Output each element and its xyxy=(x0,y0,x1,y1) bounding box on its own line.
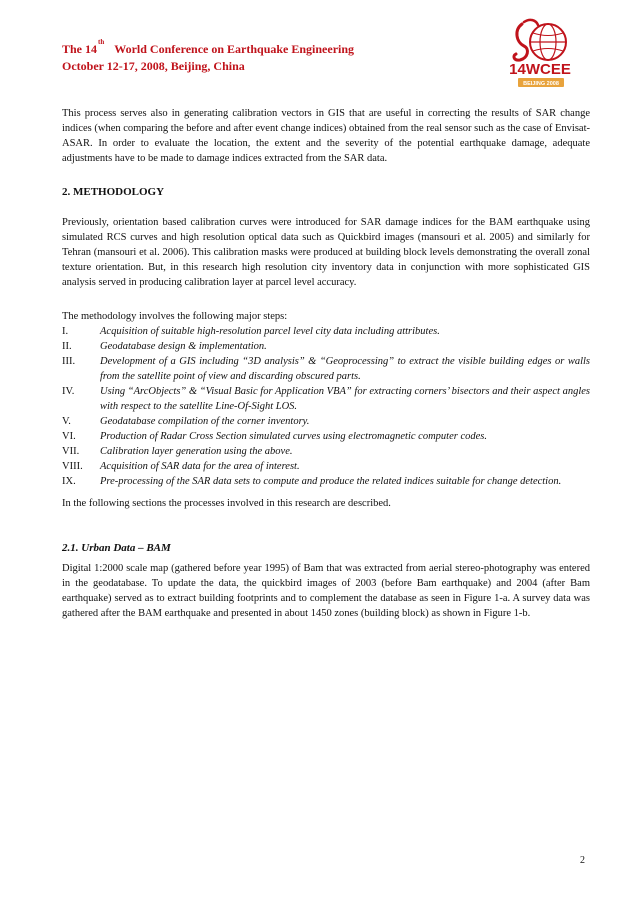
paragraph-steps-intro: The methodology involves the following major steps: xyxy=(62,311,288,322)
paragraph-previous-work: Previously, orientation based calibration curves were introduced for SAR damage indices for the BAM earthquake using simulated RCS curves and high resolution optical data such as Quickbird images (mansouri et al. 2005) and similarly for Tehran (mansouri et al. 2006). This calibration masks were produced at building block levels demonstrating the overall zonal texture orientation. But, in this research high resolution city inventory data in conjunction with more sophisticated GIS analysis served in producing calibration layer at parcel level accuracy. xyxy=(62,217,590,288)
paragraph-sections-intro: In the following sections the processes involved in this research are described. xyxy=(62,498,391,509)
list-item: VIII. Acquisition of SAR data for the area of interest. xyxy=(62,461,300,472)
logo-subtext: BEIJING 2008 xyxy=(523,81,559,87)
conference-title: The 14th World Conference on Earthquake Engineering xyxy=(62,38,355,56)
subsection-heading-urban-data: 2.1. Urban Data – BAM xyxy=(62,542,171,554)
list-item: I. Acquisition of suitable high-resolution parcel level city data including attributes. xyxy=(62,326,440,337)
paragraph-intro: This process serves also in generating calibration vectors in GIS that are useful in correcting the results of SAR change indices (when comparing the before and after event change indices) obtained from the real sensor such as the case of Envisat-ASAR. In order to evaluate the location, the extent and the severity of the potential earthquake damage, adequate adjustments have to be made to damage indices extracted from the SAR data. xyxy=(62,108,590,164)
list-item: VII. Calibration layer generation using the above. xyxy=(62,446,293,457)
list-item: IX. Pre-processing of the SAR data sets to compute and produce the related indices suitable for change detection. xyxy=(62,476,562,487)
title-superscript: th xyxy=(98,38,105,46)
page-number: 2 xyxy=(580,855,585,866)
wcee-logo xyxy=(500,16,580,94)
list-item: V. Geodatabase compilation of the corner inventory. xyxy=(62,416,310,427)
methodology-steps-list xyxy=(62,324,590,489)
section-heading-methodology: 2. METHODOLOGY xyxy=(62,186,165,198)
paragraph-urban-data: Digital 1:2000 scale map (gathered before year 1995) of Bam that was extracted from aerial stereo-photography was entered in the geodatabase. To update the data, the quickbird images of 2003 (before Bam earthquake) and 2004 (after Bam earthquake) served as to extract building footprints and to complement the database as seen in Figure 1-a. A survey data was gathered after the BAM earthquake and presented in about 1450 zones (building block) as shown in Figure 1-b. xyxy=(62,563,590,619)
logo-text: 14WCEE xyxy=(509,61,571,78)
list-item: II. Geodatabase design & implementation. xyxy=(62,341,267,352)
list-item: IV. Using “ArcObjects” & “Visual Basic for Application VBA” for extracting corners’ bisectors and their aspect angles with respect to the satellite Line-Of-Sight LOS. xyxy=(62,386,590,412)
list-item: III. Development of a GIS including “3D analysis” & “Geoprocessing” to extract the visible building edges or walls from the satellite point of view and discarding obscured parts. xyxy=(62,356,590,382)
list-item: VI. Production of Radar Cross Section simulated curves using electromagnetic computer codes. xyxy=(62,431,487,442)
conference-date: October 12-17, 2008, Beijing, China xyxy=(62,59,245,73)
